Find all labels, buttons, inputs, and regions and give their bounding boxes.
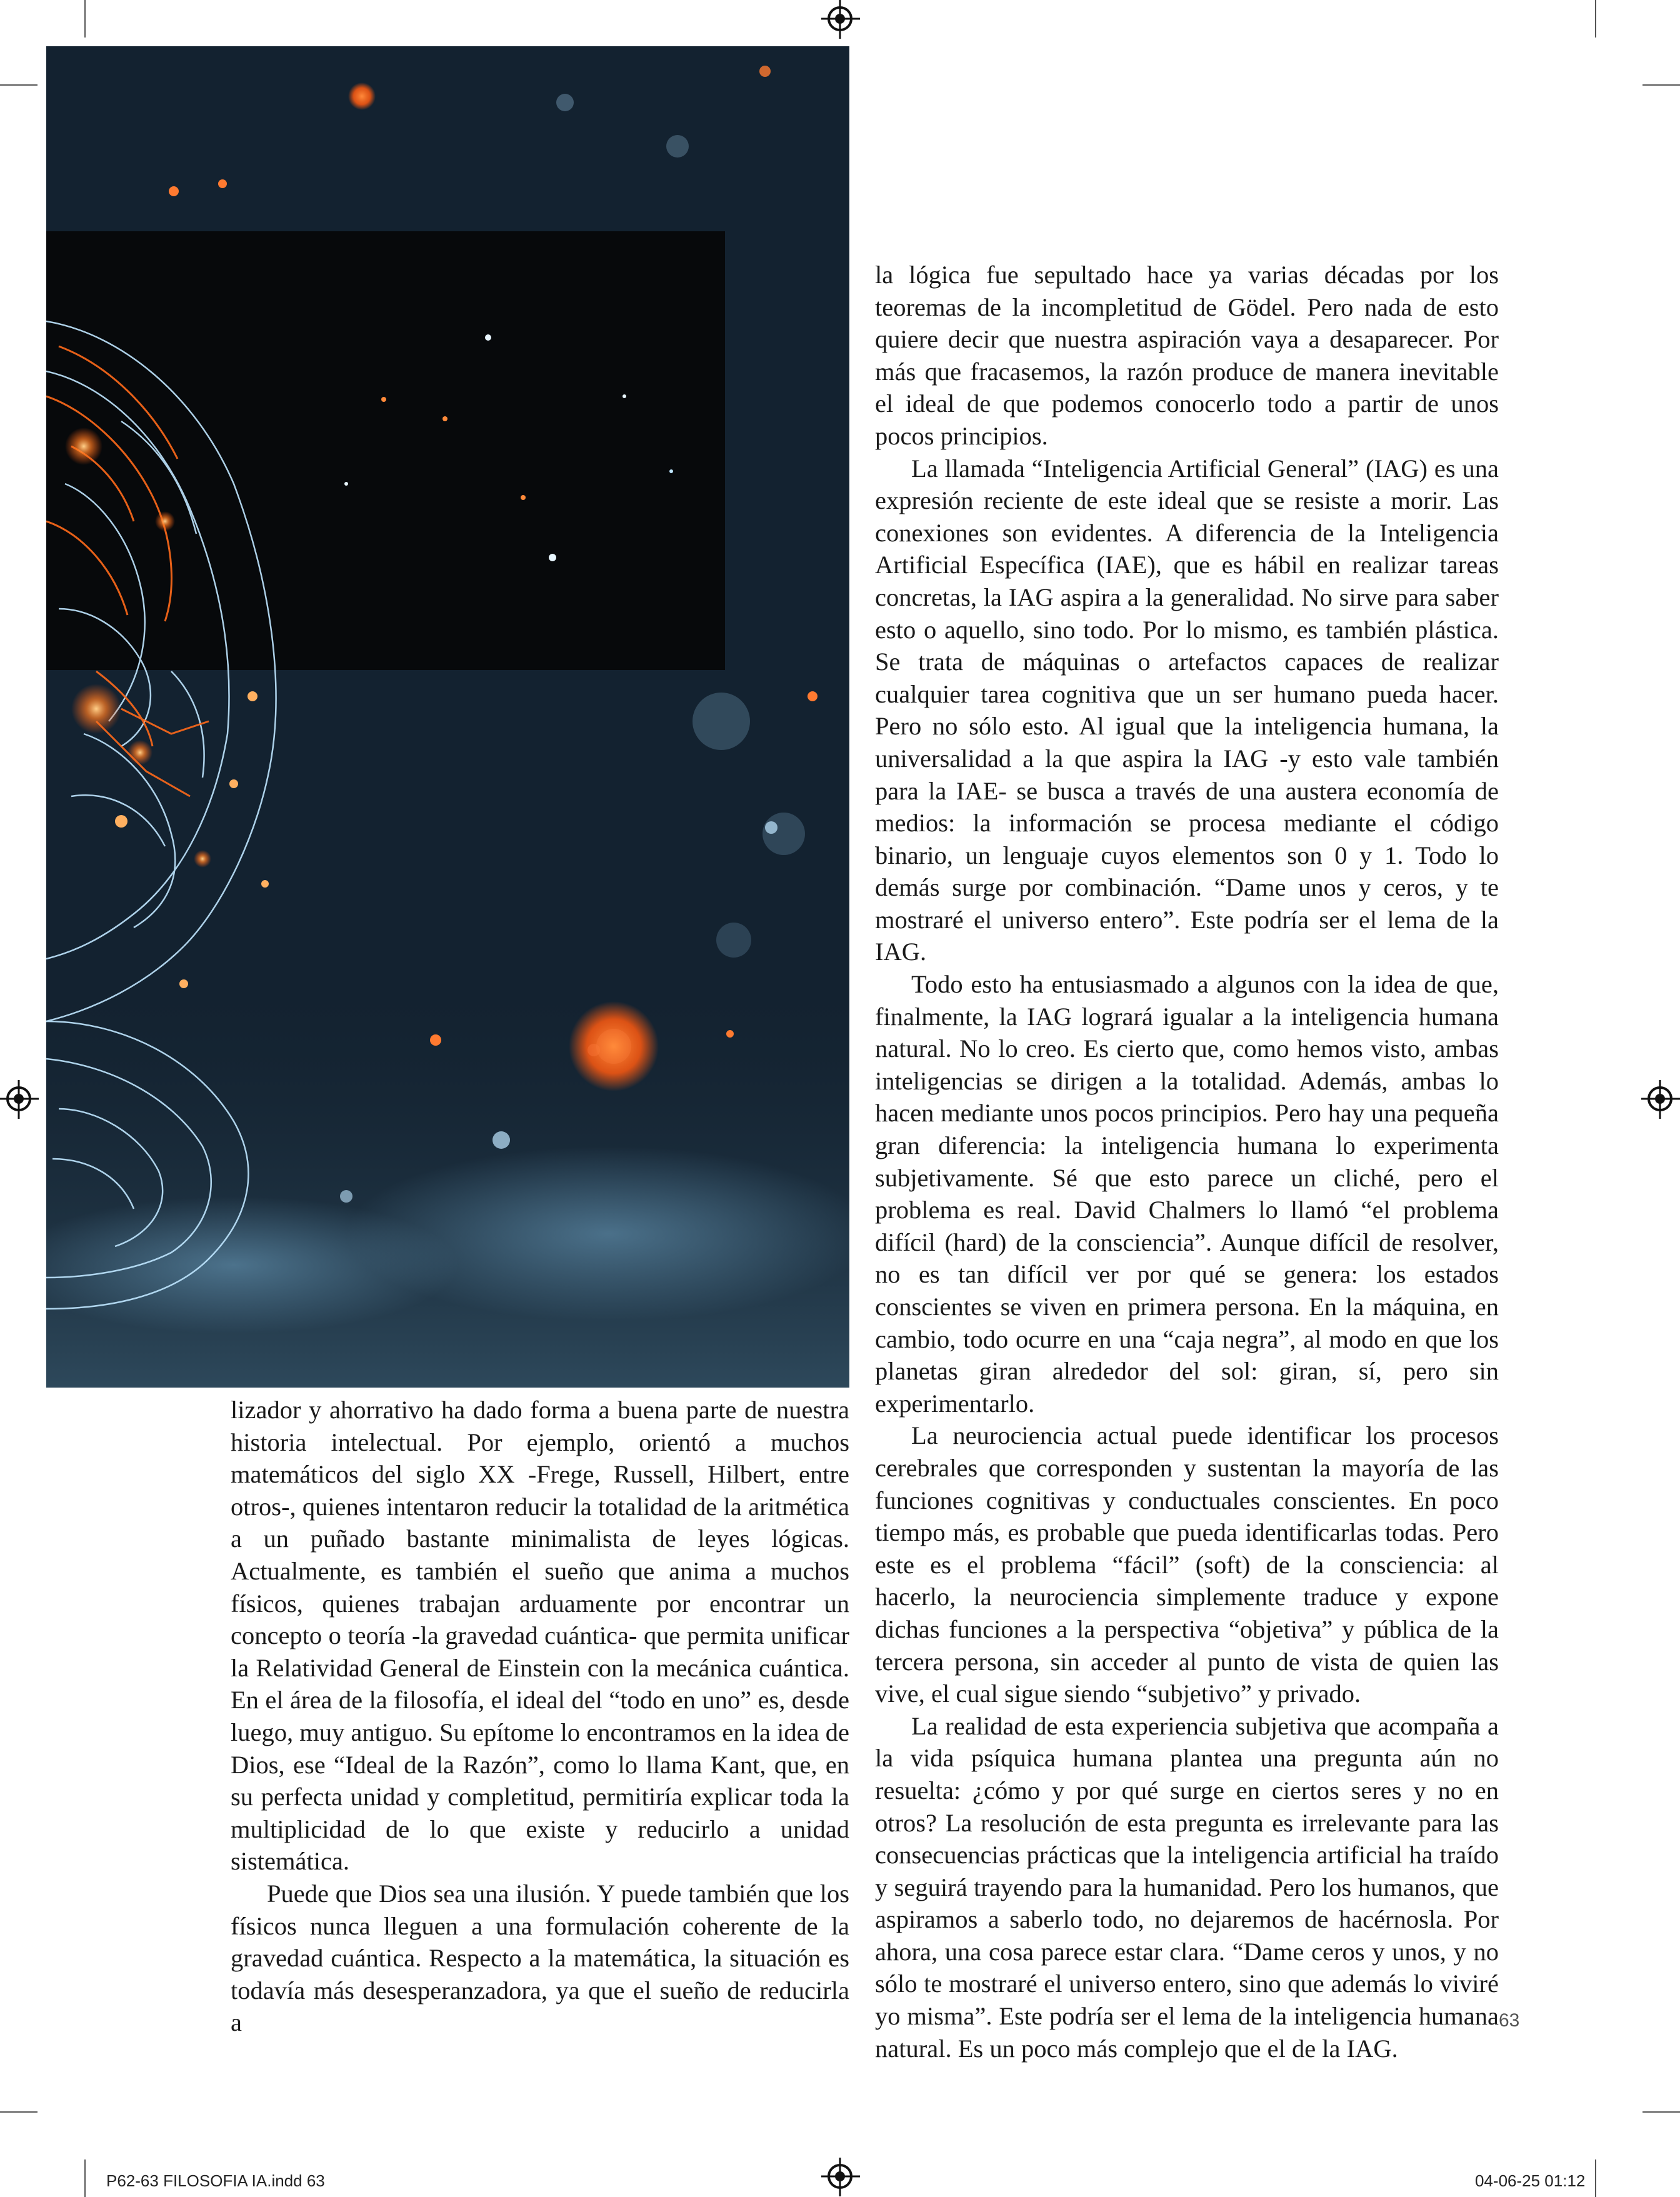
crop-mark	[0, 2111, 38, 2113]
crop-mark	[0, 84, 38, 86]
right-text-column	[875, 259, 1499, 2064]
paragraph: lizador y ahorrativo ha dado forma a buena parte de nuestra historia intelectual. Por ejemplo, orientó a muchos matemáticos del siglo XX -Frege, Russell, Hilbert, entre otros-, quienes intentaron reducir la totalidad de la aritmética a un puñado bastante minimalista de leyes lógicas. Actualmente, es también el sueño que anima a muchos físicos, quienes trabajan arduamente por encontrar un concepto o teoría -la gravedad cuántica- que permita unificar la Relatividad General de Einstein con la mecánica cuántica. En el área de la filosofía, el ideal del “todo en uno” es, desde luego, muy antiguo. Su epítome lo encontramos en la idea de Dios, ese “Ideal de la Razón”, como lo llama Kant, que, en su perfecta unidad y completitud, permitiría explicar toda la multiplicidad de lo que existe y reducirlo a unidad sistemática.	[231, 1396, 849, 1876]
print-slug-datetime: 04-06-25 01:12	[1475, 2171, 1586, 2190]
paragraph: Puede que Dios sea una ilusión. Y puede también que los físicos nunca lleguen a una formulación coherente de la gravedad cuántica. Respecto a la matemática, la situación es todavía más desesperanzadora, ya que el sueño de reducirla a	[231, 1879, 849, 2037]
paragraph: La neurociencia actual puede identificar los procesos cerebrales que corresponden y sustentan la mayoría de las funciones cognitivas y conductuales conscientes. En poco tiempo más, es probable que pueda identificarlas todas. Pero este es el problema “fácil” (soft) de la consciencia: al hacerlo, la neurociencia simplemente traduce y expone dichas funciones a la perspectiva “objetiva” y pública de la tercera persona, sin acceder al punto de vista de quien las vive, el cual sigue siendo “subjetivo” y privado.	[875, 1421, 1499, 1708]
crop-mark	[1642, 84, 1680, 86]
paragraph: Todo esto ha entusiasmado a algunos con la idea de que, finalmente, la IAG logrará igualar a la inteligencia humana natural. No lo creo. Es cierto que, como hemos visto, ambas inteligencias se dirigen a la totalidad. Además, ambas lo hacen mediante unos pocos principios. Pero hay una pequeña gran diferencia: la inteligencia humana lo experimenta subjetivamente. Sé que esto parece un cliché, pero el problema es real. David Chalmers lo llamó “el problema difícil (hard) de la consciencia”. Aunque difícil de resolver, no es tan difícil ver por qué se genera: los estados conscientes se viven en primera persona. En la máquina, en cambio, todo ocurre en una “caja negra”, al modo en que los planetas giran alrededor del sol: giran, sí, pero sin experimentarlo.	[875, 970, 1499, 1418]
brain-illustration-graphic	[46, 46, 849, 1388]
paragraph: La realidad de esta experiencia subjetiva que acompaña a la vida psíquica humana plantea una pregunta aún no resuelta: ¿cómo y por qué surge en ciertos seres y no en otros? La resolución de esta pregunta es irrelevante para las consecuencias prácticas que la inteligencia artificial ha traído y seguirá trayendo para la humanidad. Pero los humanos, que aspiramos a saberlo todo, no dejaremos de hacérnosla. Por ahora, una cosa parece estar clara. “Dame ceros y unos, y no sólo te mostraré el universo entero, sino que además lo viviré yo misma”. Este podría ser el lema de la inteligencia humana natural. Es un poco más complejo que el de la IAG.	[875, 1711, 1499, 2063]
brain-illustration	[46, 46, 849, 1388]
paragraph: La llamada “Inteligencia Artificial General” (IAG) es una expresión reciente de este ideal que se resiste a morir. Las conexiones son evidentes. A diferencia de la Inteligencia Artificial Específica (IAE), que es hábil en realizar tareas concretas, la IAG aspira a la generalidad. No sirve para saber esto o aquello, sino todo. Por lo mismo, es también plástica. Se trata de máquinas o artefactos capaces de realizar cualquier tarea cognitiva que un ser humano pueda hacer. Pero no sólo esto. Al igual que la inteligencia humana, la universalidad a la que aspira la IAG -y esto vale también para la IAE- se busca a través de una austera economía de medios: la información se procesa mediante el código binario, un lenguaje cuyos elementos son 0 y 1. Todo lo demás surge por combinación. “Dame unos y ceros, y te mostraré el universo entero”. Este podría ser el lema de la IAG.	[875, 454, 1499, 966]
registration-mark-icon	[828, 2164, 852, 2189]
crop-mark	[1595, 2159, 1596, 2197]
registration-mark-icon	[1648, 1086, 1672, 1111]
crop-mark	[1642, 2111, 1680, 2113]
crop-mark	[84, 0, 86, 38]
paragraph: la lógica fue sepultado hace ya varias décadas por los teoremas de la incompletitud de Gödel. Pero nada de esto quiere decir que nuestra aspiración vaya a desaparecer. Por más que fracasemos, la razón produce de manera inevitable el ideal de que podemos conocerlo todo a partir de unos pocos principios.	[875, 261, 1499, 450]
left-text-column	[231, 1394, 849, 2039]
crop-mark	[1595, 0, 1596, 38]
page-number: 63	[1499, 2010, 1520, 2031]
crop-mark	[84, 2159, 86, 2197]
registration-mark-icon	[828, 6, 852, 31]
registration-mark-icon	[6, 1086, 31, 1111]
print-slug-file: P62-63 FILOSOFIA IA.indd 63	[106, 2171, 325, 2190]
